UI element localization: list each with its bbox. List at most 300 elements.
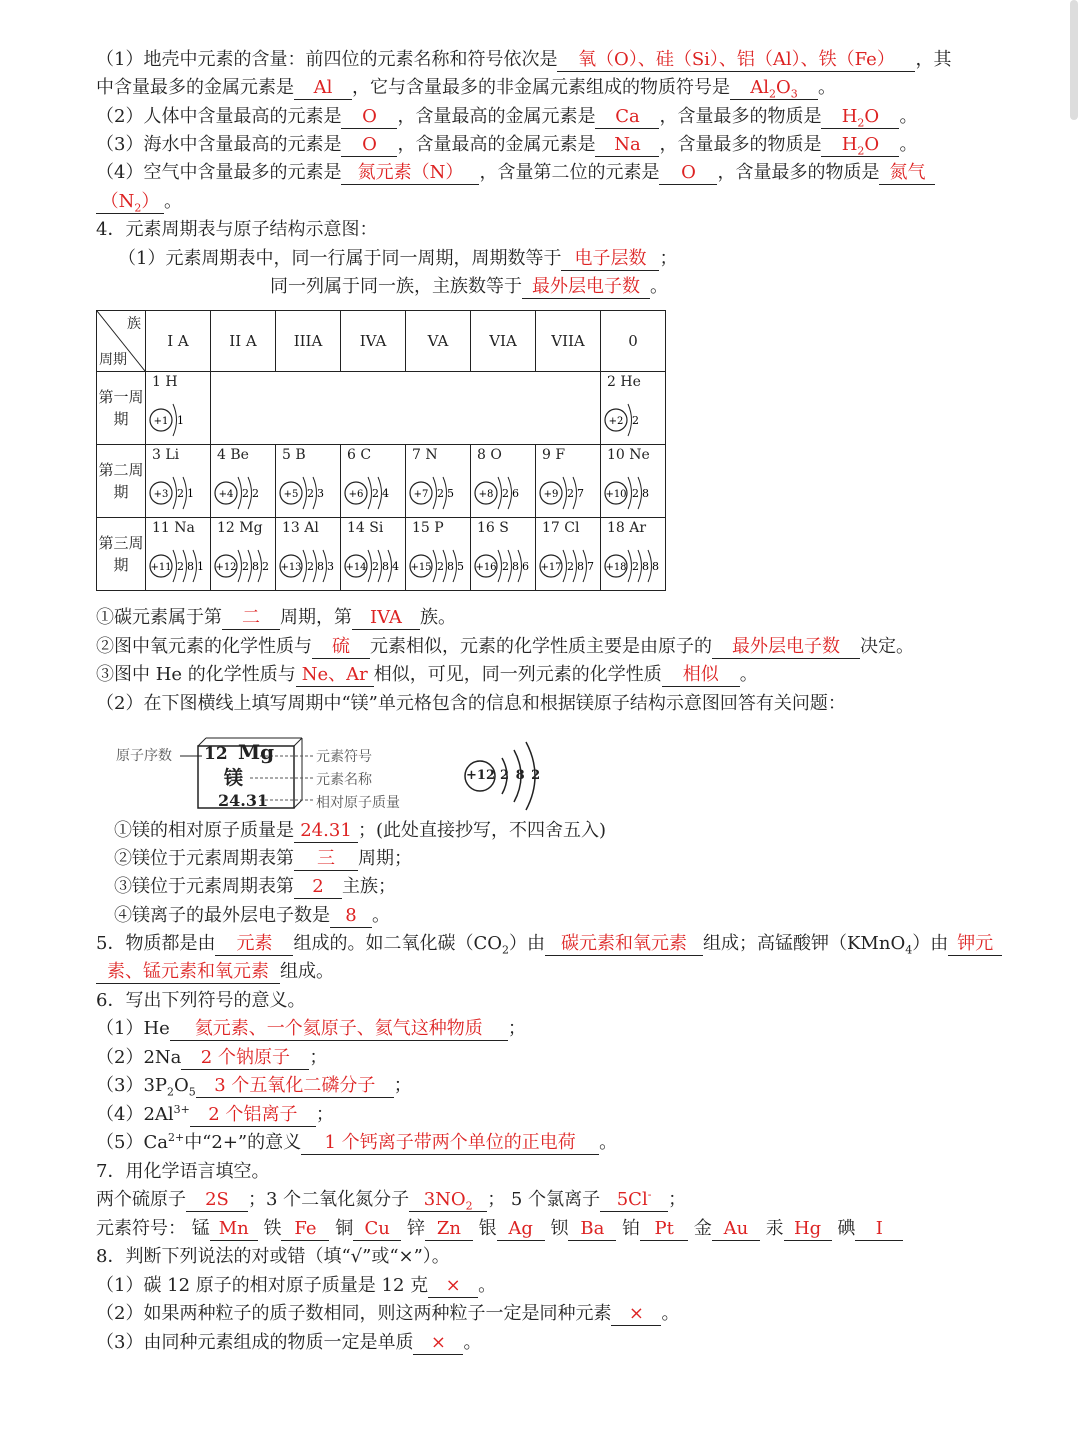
- shell-electron-count: 2: [502, 487, 509, 500]
- electron-shell-arc: [498, 477, 502, 509]
- q6-title: 6．写出下列符号的意义。: [96, 990, 306, 1011]
- electron-shell-arc: [433, 477, 437, 509]
- q8-j2-text: （2）如果两种粒子的质子数相同，则这两种粒子一定是同种元素: [96, 1303, 612, 1324]
- shell-electron-count: 2: [177, 487, 184, 500]
- atom-nucleus: +5: [283, 489, 299, 500]
- element-symbol-answer: Mn: [210, 1218, 258, 1241]
- shell-electron-count: 2: [372, 487, 379, 500]
- shell-electron-count: 8: [187, 560, 194, 573]
- table-row: [97, 372, 666, 445]
- q4-c2-answer2: 最外层电子数: [712, 636, 860, 659]
- q4-m4-answer: 8: [330, 905, 372, 928]
- q4-c2-mid: 元素相似，元素的化学性质主要是由原子的: [370, 636, 712, 657]
- element-cell: [211, 518, 276, 591]
- element-label: 12 Mg: [217, 520, 263, 536]
- p2o5-sub1: 2: [167, 1085, 175, 1099]
- element-cell: [406, 518, 471, 591]
- q5-mid1: 组成的。如二氧化碳（CO: [293, 933, 502, 954]
- q4-c2: [96, 633, 914, 661]
- kmno4-sub: 4: [905, 943, 913, 957]
- q4-m3: [114, 873, 396, 901]
- element-name: 钡: [550, 1218, 569, 1239]
- n2-close: ）: [141, 191, 160, 212]
- q7-title: 7．用化学语言填空。: [96, 1161, 270, 1182]
- electron-shell-arc: [628, 550, 632, 582]
- shell-electron-count: 6: [522, 560, 529, 573]
- element-label: 11 Na: [152, 520, 195, 536]
- electron-shell-arc: [368, 550, 372, 582]
- atom-diagram: [278, 471, 340, 515]
- element-label: 15 P: [412, 520, 444, 536]
- q3-l2-mid: ，它与含量最多的非金属元素组成的物质符号是: [352, 77, 730, 98]
- element-label: 4 Be: [217, 447, 249, 463]
- element-cell: [146, 372, 211, 445]
- element-cell: [601, 445, 666, 518]
- element-cell: [341, 445, 406, 518]
- atom-nucleus: +8: [478, 489, 494, 500]
- al2o3-o: O: [776, 77, 791, 98]
- electron-shell-arc: [173, 550, 177, 582]
- shell-electron-count: 2: [437, 560, 444, 573]
- q6-s1-answer: 氦元素、一个氦原子、氦气这种物质: [170, 1018, 508, 1041]
- element-name: 碘: [837, 1218, 856, 1239]
- element-cell: [276, 518, 341, 591]
- q6-s3-end: ；: [393, 1075, 412, 1096]
- q3-line5: [96, 159, 935, 187]
- shell-electron-count: 2: [632, 487, 639, 500]
- atom-diagram: [473, 544, 535, 588]
- atom-diagram: [213, 544, 275, 588]
- mg-atomic-number: 12: [204, 744, 228, 764]
- q7-l1-text: 两个硫原子: [96, 1189, 186, 1210]
- element-label: 2 He: [607, 374, 641, 390]
- shell-electron-count: 4: [382, 487, 389, 500]
- q3-l3-end: 。: [899, 106, 918, 127]
- corner-group-label: 族: [127, 316, 141, 332]
- q3-l3-answer2: Ca: [595, 106, 659, 129]
- electron-shell-arc: [368, 477, 372, 509]
- q3-l3-mid2: ，含量最多的物质是: [659, 106, 822, 127]
- q4-m1: [114, 817, 606, 845]
- q6-s3-text-b: O: [174, 1075, 189, 1096]
- shell-electron-count: 4: [392, 560, 399, 573]
- q6-s5-text-a: （5）Ca: [96, 1132, 168, 1153]
- q4-p2: [270, 273, 668, 301]
- mg-mass: 24.31: [218, 791, 269, 810]
- element-cell: [471, 518, 536, 591]
- q3-line6: [96, 188, 182, 216]
- element-name: 银: [478, 1218, 497, 1239]
- q4-c2-text: ②图中氧元素的化学性质与: [96, 636, 312, 657]
- q7-line1: [96, 1186, 686, 1214]
- atom-nucleus: +4: [218, 489, 234, 500]
- q3-line4: [96, 131, 917, 159]
- q4-p2-end: 。: [650, 276, 668, 297]
- q3-l2-end: 。: [818, 77, 836, 98]
- shell-electron-count: 2: [437, 487, 444, 500]
- co2-sub: 2: [501, 943, 509, 957]
- q8-j3-answer: ×: [413, 1332, 463, 1355]
- element-cell: [276, 445, 341, 518]
- element-name: 锌: [406, 1218, 425, 1239]
- q4-m2-text: ②镁位于元素周期表第: [114, 848, 294, 869]
- q4-c2-end: 决定。: [860, 636, 914, 657]
- element-cell: [341, 518, 406, 591]
- q4-m1-text: ①镁的相对原子质量是: [114, 820, 294, 841]
- q7-mid2: ； 5 个氯离子: [487, 1189, 601, 1210]
- shell-electron-count: 2: [632, 414, 639, 427]
- q7-l1-end: ；: [668, 1189, 687, 1210]
- h2o-h-2: H: [841, 134, 858, 155]
- q3-l4-answer1: O: [341, 134, 397, 157]
- element-symbol-answer: Pt: [640, 1218, 688, 1241]
- element-symbol-answer: Cu: [353, 1218, 401, 1241]
- q3-l4-text: （3）海水中含量最高的元素是: [96, 134, 342, 155]
- element-cell: [536, 518, 601, 591]
- table-row: [97, 518, 666, 591]
- shell-electron-count: 2: [242, 560, 249, 573]
- atom-nucleus: +1: [153, 416, 169, 427]
- electron-shell-arc: [173, 404, 177, 436]
- shell-electron-count: 2: [502, 560, 509, 573]
- group-header: IIIA: [276, 311, 341, 372]
- atom-diagram: [603, 471, 665, 515]
- shell-electron-count: 2: [567, 487, 574, 500]
- element-label: 13 Al: [282, 520, 319, 536]
- element-label: 16 S: [477, 520, 509, 536]
- q6-s5-text-b: 中“2+”的意义: [184, 1132, 302, 1153]
- q4-m1-answer: 24.31: [294, 820, 358, 843]
- q3-l3-mid1: ，含量最高的金属元素是: [397, 106, 596, 127]
- q4-c3: [96, 661, 758, 689]
- atom-diagram: [148, 471, 210, 515]
- q3-l1-text: （1）地壳中元素的含量：前四位的元素名称和符号依次是: [96, 49, 558, 70]
- no2-sub: 2: [465, 1199, 473, 1213]
- q4-c1-mid: 周期，第: [280, 607, 352, 628]
- q4-m2-end: 周期；: [358, 848, 412, 869]
- q3-l6-answer: [96, 191, 164, 214]
- q4-m2: [114, 845, 412, 873]
- mg-atom-nucleus: +12: [466, 768, 495, 783]
- q5-text: 5．物质都是由: [96, 933, 216, 954]
- group-header: 0: [601, 311, 666, 372]
- h2o-o: O: [864, 106, 880, 127]
- mg-symbol: Mg: [238, 740, 275, 764]
- q3-l1-post: ，其: [915, 49, 952, 70]
- table-corner: [97, 311, 146, 372]
- element-cell: [536, 445, 601, 518]
- element-cell: [471, 445, 536, 518]
- q6-s2-end: ；: [309, 1047, 328, 1068]
- atom-nucleus: +11: [150, 562, 172, 573]
- q4-c3-answer1: Ne、Ar: [296, 664, 374, 687]
- q4-m3-answer: 2: [294, 876, 342, 899]
- atom-nucleus: +7: [413, 489, 429, 500]
- shell-electron-count: 3: [327, 560, 334, 573]
- q5-answer3a: 钾元: [948, 933, 1002, 956]
- q3-l3-answer1: O: [341, 106, 397, 129]
- element-label: 9 F: [542, 447, 566, 463]
- shell-electron-count: 8: [512, 560, 519, 573]
- element-symbol-answer: I: [855, 1218, 903, 1241]
- n2-sub: 2: [134, 201, 142, 215]
- q3-l5-mid1: ，含量第二位的元素是: [479, 162, 660, 183]
- q3-l5-answer2: O: [659, 162, 717, 185]
- atom-nucleus: +16: [475, 562, 497, 573]
- q8-j1-answer: ×: [428, 1275, 478, 1298]
- q3-l2-text: 中含量最多的金属元素是: [96, 77, 294, 98]
- element-label: 3 Li: [152, 447, 180, 463]
- al2o3-sub2: 2: [769, 87, 776, 101]
- atom-diagram: [148, 398, 210, 442]
- shell-electron-count: 1: [177, 414, 184, 427]
- q8-j1-text: （1）碳 12 原子的相对原子质量是 12 克: [96, 1275, 429, 1296]
- q5-mid2: 组成；高锰酸钾（KMnO: [702, 933, 906, 954]
- atom-nucleus: +13: [280, 562, 302, 573]
- scrollbar[interactable]: [1070, 0, 1078, 120]
- shell-electron-count: 7: [577, 487, 584, 500]
- element-cell: [601, 372, 666, 445]
- q4-c1-end: 族。: [420, 607, 456, 628]
- shell-electron-count: 2: [567, 560, 574, 573]
- q8-j2-end: 。: [661, 1303, 680, 1324]
- q5-mid2b: ）由: [912, 933, 949, 954]
- q5-answer2: 碳元素和氧元素: [545, 933, 703, 956]
- element-cell: [406, 445, 471, 518]
- atom-nucleus: +10: [605, 489, 627, 500]
- element-symbol-answer: Ba: [568, 1218, 616, 1241]
- q6-s1-text: （1）He: [96, 1018, 170, 1039]
- q6-s5-end: 。: [599, 1132, 618, 1153]
- element-name: 铁: [263, 1218, 282, 1239]
- atom-diagram: [603, 398, 665, 442]
- group-header: IVA: [341, 311, 406, 372]
- element-symbol-answer: Zn: [425, 1218, 473, 1241]
- q4-c3-end: 。: [739, 664, 758, 685]
- shell-electron-count: 2: [632, 560, 639, 573]
- h2o-h: H: [841, 106, 858, 127]
- shell-electron-count: 8: [642, 560, 649, 573]
- q4-p1-text: （1）元素周期表中，同一行属于同一周期，周期数等于: [118, 248, 562, 269]
- h2o-sub: 2: [857, 116, 865, 130]
- element-symbol-answer: Hg: [784, 1218, 832, 1241]
- shell-electron-count: 8: [382, 560, 389, 573]
- q3-l1-answer: 氧（O）、硅（Si）、铝（Al）、铁（Fe）: [557, 49, 915, 72]
- q4-c1-answer1: 二: [222, 607, 280, 630]
- shell-electron-count: 5: [447, 487, 454, 500]
- corner-period-label: 周期: [99, 352, 127, 368]
- shell-electron-count: 2: [177, 560, 184, 573]
- atom-diagram: [603, 544, 665, 588]
- q4-c2-answer1: 硫: [312, 636, 370, 659]
- q3-l2-answer1: Al: [294, 77, 352, 100]
- element-label: 10 Ne: [607, 447, 650, 463]
- ca-charge: 2+: [167, 1131, 185, 1144]
- shell-electron-count: 2: [252, 487, 259, 500]
- h2o-o-2: O: [864, 134, 880, 155]
- element-name: 金: [693, 1218, 712, 1239]
- electron-shell-arc: [628, 477, 632, 509]
- atom-nucleus: +17: [540, 562, 562, 573]
- q3-l6-end: 。: [164, 191, 182, 212]
- mg-atom-shells: 2 8 2: [500, 768, 542, 783]
- element-label: 6 C: [347, 447, 372, 463]
- element-cell: [146, 445, 211, 518]
- table-header-row: [97, 311, 666, 372]
- element-label: 8 O: [477, 447, 502, 463]
- shell-electron-count: 8: [447, 560, 454, 573]
- q6-s3: [96, 1072, 412, 1100]
- element-symbol-answer: Au: [712, 1218, 760, 1241]
- q6-s2-answer: 2 个钠原子: [181, 1047, 309, 1070]
- element-label: 1 H: [152, 374, 178, 390]
- electron-shell-arc: [498, 550, 502, 582]
- element-symbol-answer: Ag: [497, 1218, 545, 1241]
- q4-m3-text: ③镁位于元素周期表第: [114, 876, 294, 897]
- mg-label-symbol: 元素符号: [316, 749, 372, 765]
- q6-s1-end: ；: [507, 1018, 526, 1039]
- q6-s3-answer: 3 个五氧化二磷分子: [196, 1075, 394, 1098]
- h2o-sub-2: 2: [857, 144, 865, 158]
- atom-diagram: [148, 544, 210, 588]
- q6-s5: [96, 1129, 617, 1157]
- group-header: VIIA: [536, 311, 601, 372]
- q8-j3: [96, 1329, 481, 1357]
- q6-s4-end: ；: [315, 1104, 334, 1125]
- shell-electron-count: 3: [317, 487, 324, 500]
- q8-j2-answer: ×: [611, 1303, 661, 1326]
- element-label: 7 N: [412, 447, 438, 463]
- q4-m4-text: ④镁离子的最外层电子数是: [114, 905, 330, 926]
- al-charge: 3+: [173, 1103, 190, 1116]
- shell-electron-count: 2: [242, 487, 249, 500]
- atom-diagram: [213, 471, 275, 515]
- q5-answer3b: 素、锰元素和氧元素: [96, 961, 280, 984]
- q6-s4-answer: 2 个铝离子: [190, 1104, 316, 1127]
- q3-l4-mid2: ，含量最多的物质是: [659, 134, 822, 155]
- atom-nucleus: +9: [543, 489, 559, 500]
- element-symbol-answer: Fe: [281, 1218, 329, 1241]
- q8-j2: [96, 1300, 679, 1328]
- q3-line2: [96, 74, 836, 102]
- q4-c3-answer2: 相似: [662, 664, 740, 687]
- q7-line2: [96, 1215, 903, 1243]
- q4-m3-end: 主族；: [342, 876, 396, 897]
- atom-diagram: [538, 544, 600, 588]
- q4-p1: [118, 245, 677, 273]
- q3-line3: [96, 103, 917, 131]
- q3-l2-answer2: [730, 77, 818, 100]
- q8-title: 8．判断下列说法的对或错（填“√”或“×”）。: [96, 1246, 450, 1267]
- q4-p2-answer: 最外层电子数: [522, 276, 650, 299]
- q4-c1-answer2: IVA: [352, 607, 420, 630]
- shell-electron-count: 8: [252, 560, 259, 573]
- shell-electron-count: 8: [577, 560, 584, 573]
- q3-l5-answer3: 氮气: [879, 162, 935, 185]
- shell-electron-count: 2: [307, 487, 314, 500]
- al2o3-sub3: 3: [790, 87, 798, 101]
- element-label: 14 Si: [347, 520, 384, 536]
- shell-electron-count: 8: [652, 560, 659, 573]
- element-name: 铜: [335, 1218, 354, 1239]
- period-label: 第二周期: [97, 445, 146, 518]
- mg-label-mass: 相对原子质量: [316, 795, 400, 811]
- n2-open: （N: [100, 191, 135, 212]
- q3-l5-answer1: 氮元素（N）: [341, 162, 479, 185]
- q4-m2-answer: 三: [294, 848, 358, 871]
- electron-shell-arc: [563, 477, 567, 509]
- q8-j1: [96, 1272, 496, 1300]
- atom-diagram: [278, 544, 340, 588]
- electron-shell-arc: [238, 477, 242, 509]
- q4-p3: （2）在下图横线上填写周期中“镁”单元格包含的信息和根据镁原子结构示意图回答有关问题：: [96, 693, 846, 714]
- q6-s2: [96, 1044, 327, 1072]
- q3-l5-mid2: ，含量最多的物质是: [717, 162, 880, 183]
- q6-s5-answer: 1 个钙离子带两个单位的正电荷: [301, 1132, 599, 1155]
- q4-m4: [114, 902, 390, 930]
- q3-l5-text: （4）空气中含量最多的元素是: [96, 162, 342, 183]
- shell-electron-count: 2: [372, 560, 379, 573]
- atom-diagram: [408, 544, 470, 588]
- q4-c3-mid: 相似，可见，同一列元素的化学性质: [373, 664, 662, 685]
- atom-nucleus: +14: [345, 562, 367, 573]
- q4-m1-end: ；(此处直接抄写，不四舍五入): [358, 820, 607, 841]
- cl-base: 5Cl: [616, 1189, 648, 1210]
- atom-nucleus: +2: [608, 416, 624, 427]
- element-label: 18 Ar: [607, 520, 647, 536]
- periodic-table: [96, 310, 666, 591]
- q4-p2-text: 同一列属于同一族，主族数等于: [270, 276, 522, 297]
- q8-j3-end: 。: [463, 1332, 482, 1353]
- shell-electron-count: 2: [307, 560, 314, 573]
- q7-answer1: 2S: [186, 1189, 248, 1212]
- atom-diagram: [343, 471, 405, 515]
- electron-shell-arc: [303, 477, 307, 509]
- element-cell: [146, 518, 211, 591]
- q3-l3-text: （2）人体中含量最高的元素是: [96, 106, 342, 127]
- q4-c3-text: ③图中 He 的化学性质与: [96, 664, 296, 685]
- q7-l2-text: 元素符号：: [96, 1218, 186, 1239]
- element-name: 锰: [191, 1218, 210, 1239]
- q6-s2-text: （2）2Na: [96, 1047, 182, 1068]
- q7-mid1: ；3 个二氧化氮分子: [248, 1189, 410, 1210]
- atom-nucleus: +6: [348, 489, 364, 500]
- q3-l3-answer3: [821, 106, 899, 129]
- element-name: 汞: [765, 1218, 784, 1239]
- q4-p1-end: ；: [659, 248, 678, 269]
- q3-line1: [96, 46, 951, 74]
- atom-diagram: [538, 471, 600, 515]
- q6-s1: [96, 1015, 526, 1043]
- atom-diagram: [343, 544, 405, 588]
- q4-p1-answer: 电子层数: [561, 248, 659, 271]
- q8-j1-end: 。: [478, 1275, 497, 1296]
- q3-l4-mid1: ，含量最高的金属元素是: [397, 134, 596, 155]
- group-header: VIA: [471, 311, 536, 372]
- q3-l4-end: 。: [899, 134, 918, 155]
- atom-nucleus: +18: [605, 562, 627, 573]
- q4-c1: [96, 604, 456, 632]
- q5-line2: [96, 958, 334, 986]
- p2o5-sub2: 5: [188, 1085, 196, 1099]
- element-cell: [211, 445, 276, 518]
- shell-electron-count: 1: [187, 487, 194, 500]
- group-header: I A: [146, 311, 211, 372]
- mg-label-name: 元素名称: [316, 772, 372, 788]
- mg-label-number: 原子序数: [116, 748, 172, 764]
- q7-answer2: [409, 1189, 487, 1212]
- atom-diagram: [408, 471, 470, 515]
